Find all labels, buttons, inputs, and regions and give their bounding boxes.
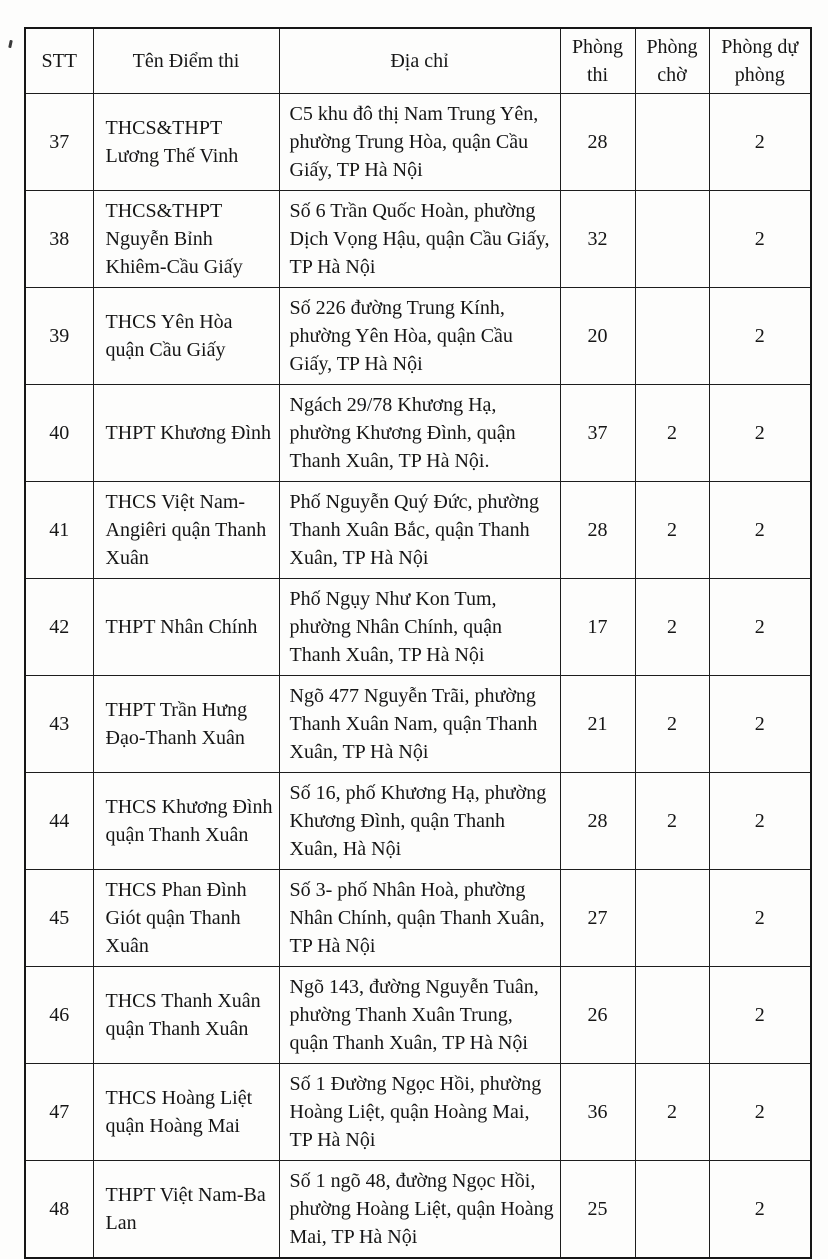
cell-exam-site-name: THCS Yên Hòa quận Cầu Giấy bbox=[93, 288, 279, 385]
header-dia-chi: Địa chỉ bbox=[279, 28, 560, 94]
cell-phong-thi: 25 bbox=[560, 1161, 635, 1259]
cell-phong-cho: 2 bbox=[635, 1064, 709, 1161]
cell-phong-cho: 2 bbox=[635, 482, 709, 579]
cell-phong-du-phong: 2 bbox=[709, 579, 811, 676]
table-row bbox=[25, 676, 811, 773]
cell-phong-thi: 27 bbox=[560, 870, 635, 967]
cell-phong-thi: 32 bbox=[560, 191, 635, 288]
header-phong-du-phong: Phòng dự phòng bbox=[709, 28, 811, 94]
cell-phong-cho bbox=[635, 288, 709, 385]
cell-phong-cho bbox=[635, 1161, 709, 1259]
cell-phong-cho bbox=[635, 191, 709, 288]
cell-phong-thi: 28 bbox=[560, 773, 635, 870]
cell-stt: 39 bbox=[25, 288, 93, 385]
cell-exam-site-name: THCS Hoàng Liệt quận Hoàng Mai bbox=[93, 1064, 279, 1161]
cell-exam-site-name: THCS&THPT Nguyễn Bỉnh Khiêm-Cầu Giấy bbox=[93, 191, 279, 288]
cell-stt: 45 bbox=[25, 870, 93, 967]
cell-phong-thi: 21 bbox=[560, 676, 635, 773]
exam-sites-table-container bbox=[24, 27, 810, 1259]
cell-phong-thi: 20 bbox=[560, 288, 635, 385]
header-row bbox=[25, 28, 811, 94]
table-row bbox=[25, 773, 811, 870]
table-row bbox=[25, 967, 811, 1064]
exam-sites-table bbox=[24, 27, 812, 1259]
cell-stt: 47 bbox=[25, 1064, 93, 1161]
table-row bbox=[25, 94, 811, 191]
cell-exam-site-name: THCS Việt Nam-Angiêri quận Thanh Xuân bbox=[93, 482, 279, 579]
cell-stt: 44 bbox=[25, 773, 93, 870]
cell-phong-cho: 2 bbox=[635, 579, 709, 676]
table-row bbox=[25, 482, 811, 579]
cell-address: Số 3- phố Nhân Hoà, phường Nhân Chính, quận Thanh Xuân, TP Hà Nội bbox=[279, 870, 560, 967]
cell-phong-du-phong: 2 bbox=[709, 1064, 811, 1161]
cell-phong-du-phong: 2 bbox=[709, 676, 811, 773]
scan-artifact bbox=[8, 40, 13, 48]
cell-phong-du-phong: 2 bbox=[709, 288, 811, 385]
header-stt: STT bbox=[25, 28, 93, 94]
cell-address: Ngõ 477 Nguyễn Trãi, phường Thanh Xuân Nam, quận Thanh Xuân, TP Hà Nội bbox=[279, 676, 560, 773]
cell-stt: 48 bbox=[25, 1161, 93, 1259]
cell-phong-cho: 2 bbox=[635, 385, 709, 482]
cell-phong-cho bbox=[635, 870, 709, 967]
table-row bbox=[25, 288, 811, 385]
table-row bbox=[25, 870, 811, 967]
cell-address: Số 1 Đường Ngọc Hồi, phường Hoàng Liệt, quận Hoàng Mai, TP Hà Nội bbox=[279, 1064, 560, 1161]
table-row bbox=[25, 385, 811, 482]
cell-exam-site-name: THCS Thanh Xuân quận Thanh Xuân bbox=[93, 967, 279, 1064]
cell-phong-du-phong: 2 bbox=[709, 773, 811, 870]
cell-address: Số 16, phố Khương Hạ, phường Khương Đình, quận Thanh Xuân, Hà Nội bbox=[279, 773, 560, 870]
cell-exam-site-name: THCS&THPT Lương Thế Vinh bbox=[93, 94, 279, 191]
cell-phong-cho: 2 bbox=[635, 773, 709, 870]
cell-exam-site-name: THCS Khương Đình quận Thanh Xuân bbox=[93, 773, 279, 870]
cell-exam-site-name: THPT Việt Nam-Ba Lan bbox=[93, 1161, 279, 1259]
cell-phong-du-phong: 2 bbox=[709, 385, 811, 482]
cell-stt: 41 bbox=[25, 482, 93, 579]
cell-phong-cho bbox=[635, 94, 709, 191]
cell-exam-site-name: THPT Nhân Chính bbox=[93, 579, 279, 676]
table-row bbox=[25, 1161, 811, 1259]
header-phong-thi: Phòng thi bbox=[560, 28, 635, 94]
cell-exam-site-name: THPT Khương Đình bbox=[93, 385, 279, 482]
cell-phong-du-phong: 2 bbox=[709, 1161, 811, 1259]
cell-phong-thi: 17 bbox=[560, 579, 635, 676]
cell-address: Ngách 29/78 Khương Hạ, phường Khương Đình, quận Thanh Xuân, TP Hà Nội. bbox=[279, 385, 560, 482]
cell-phong-thi: 36 bbox=[560, 1064, 635, 1161]
cell-phong-du-phong: 2 bbox=[709, 94, 811, 191]
cell-phong-cho: 2 bbox=[635, 676, 709, 773]
cell-stt: 38 bbox=[25, 191, 93, 288]
header-ten-diem-thi: Tên Điểm thi bbox=[93, 28, 279, 94]
cell-address: Phố Ngụy Như Kon Tum, phường Nhân Chính, quận Thanh Xuân, TP Hà Nội bbox=[279, 579, 560, 676]
cell-phong-du-phong: 2 bbox=[709, 482, 811, 579]
cell-phong-thi: 28 bbox=[560, 482, 635, 579]
cell-phong-thi: 28 bbox=[560, 94, 635, 191]
table-body bbox=[25, 94, 811, 1259]
cell-address: Số 1 ngõ 48, đường Ngọc Hồi, phường Hoàng Liệt, quận Hoàng Mai, TP Hà Nội bbox=[279, 1161, 560, 1259]
cell-phong-thi: 26 bbox=[560, 967, 635, 1064]
table-header bbox=[25, 28, 811, 94]
cell-stt: 43 bbox=[25, 676, 93, 773]
cell-address: Phố Nguyễn Quý Đức, phường Thanh Xuân Bắc, quận Thanh Xuân, TP Hà Nội bbox=[279, 482, 560, 579]
cell-exam-site-name: THPT Trần Hưng Đạo-Thanh Xuân bbox=[93, 676, 279, 773]
cell-address: Số 6 Trần Quốc Hoàn, phường Dịch Vọng Hậu, quận Cầu Giấy, TP Hà Nội bbox=[279, 191, 560, 288]
cell-phong-thi: 37 bbox=[560, 385, 635, 482]
cell-phong-cho bbox=[635, 967, 709, 1064]
cell-stt: 42 bbox=[25, 579, 93, 676]
cell-stt: 37 bbox=[25, 94, 93, 191]
cell-address: Ngõ 143, đường Nguyễn Tuân, phường Thanh Xuân Trung, quận Thanh Xuân, TP Hà Nội bbox=[279, 967, 560, 1064]
table-row bbox=[25, 579, 811, 676]
cell-phong-du-phong: 2 bbox=[709, 191, 811, 288]
header-phong-cho: Phòng chờ bbox=[635, 28, 709, 94]
cell-phong-du-phong: 2 bbox=[709, 967, 811, 1064]
cell-stt: 46 bbox=[25, 967, 93, 1064]
cell-address: Số 226 đường Trung Kính, phường Yên Hòa, quận Cầu Giấy, TP Hà Nội bbox=[279, 288, 560, 385]
cell-address: C5 khu đô thị Nam Trung Yên, phường Trung Hòa, quận Cầu Giấy, TP Hà Nội bbox=[279, 94, 560, 191]
cell-phong-du-phong: 2 bbox=[709, 870, 811, 967]
cell-stt: 40 bbox=[25, 385, 93, 482]
table-row bbox=[25, 191, 811, 288]
table-row bbox=[25, 1064, 811, 1161]
cell-exam-site-name: THCS Phan Đình Giót quận Thanh Xuân bbox=[93, 870, 279, 967]
